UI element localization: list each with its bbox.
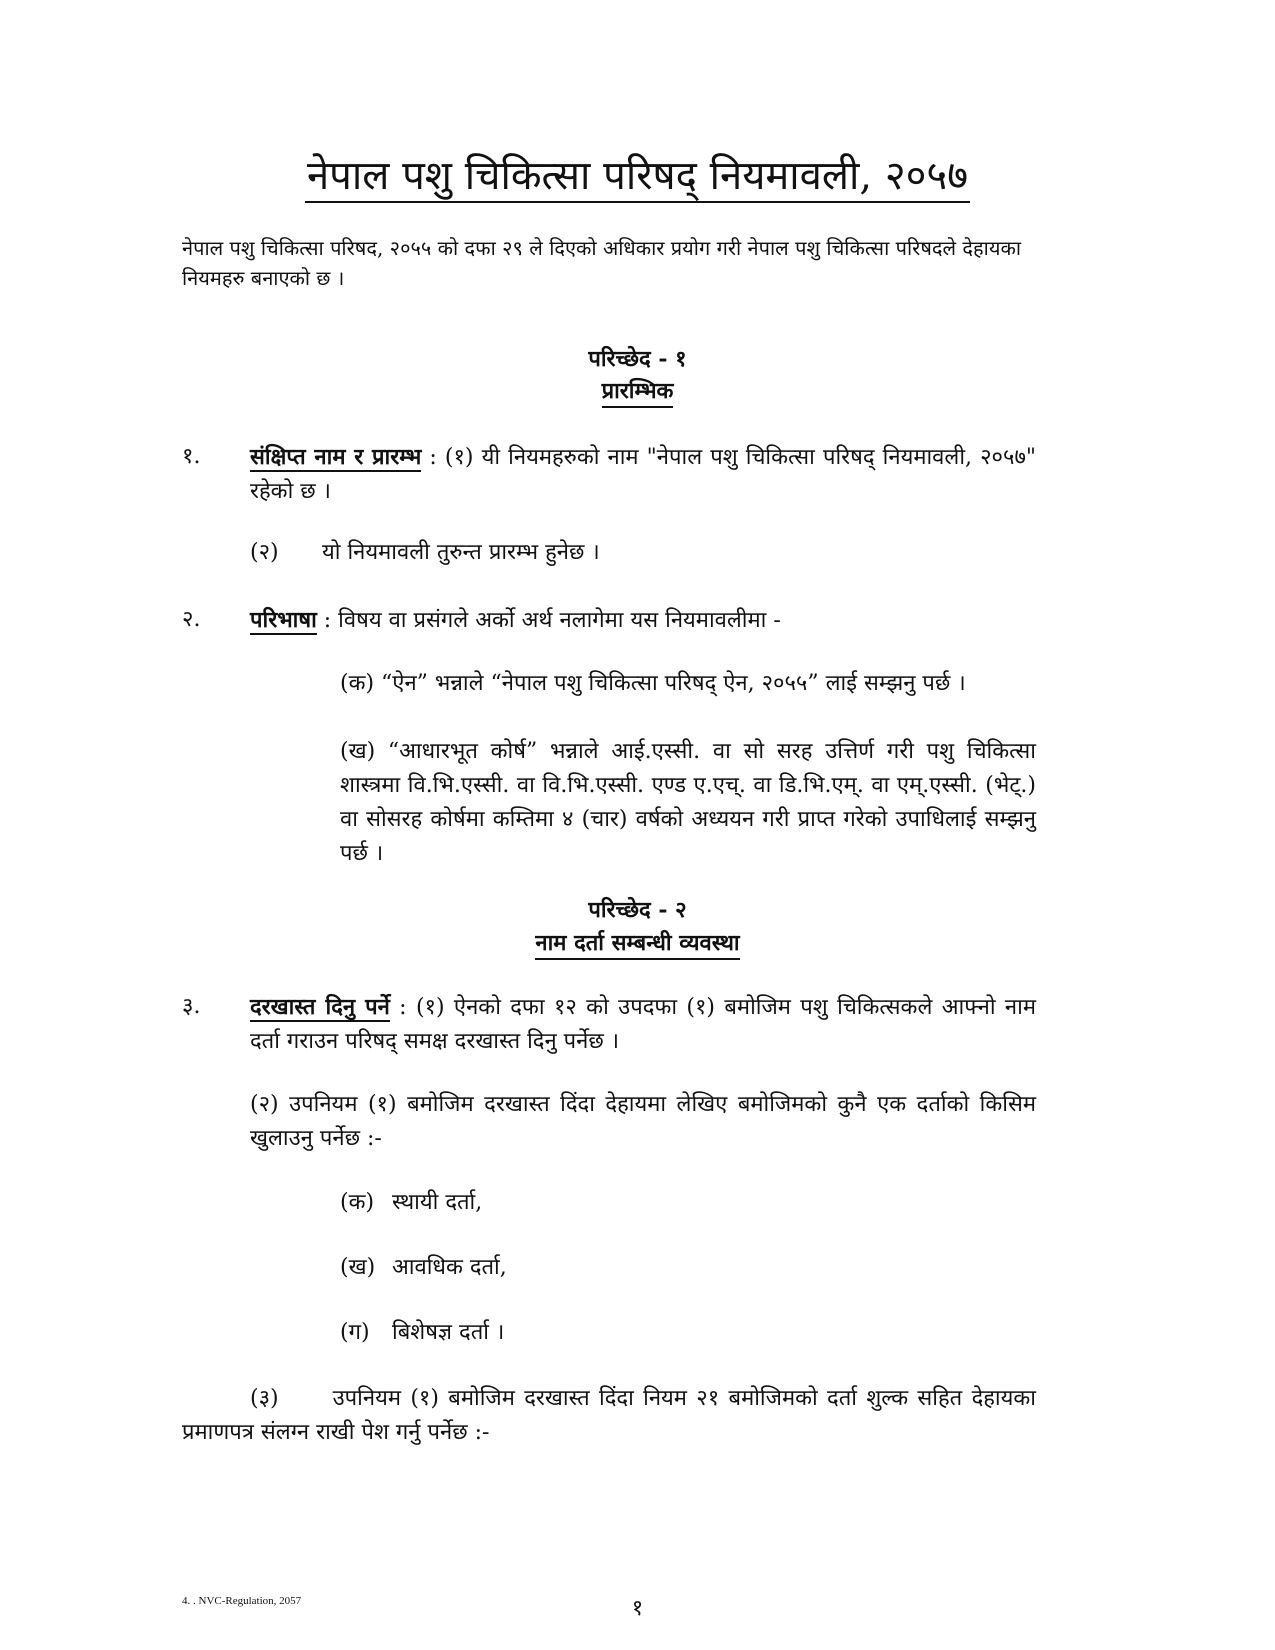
footer-document-reference: 4. . NVC-Regulation, 2057 [182, 1595, 302, 1607]
registration-type-kha-text: आवधिक दर्ता, [392, 1255, 507, 1280]
rule-1-number: १. [182, 444, 201, 469]
rule-1-sub-2-label: (२) [250, 540, 279, 565]
chapter-2-label: परिच्छेद - २ [588, 897, 687, 923]
page-number: १ [631, 1596, 644, 1621]
preamble: नेपाल पशु चिकित्सा परिषद, २०५५ को दफा २९ ले दिएको अधिकार प्रयोग गरी नेपाल पशु चिकित्सा परिषदले देहायका नियमहरु बनाएको छ । [182, 236, 1021, 290]
chapter-1-label: परिच्छेद - १ [588, 346, 687, 372]
rule-3-heading: दरखास्त दिनु पर्ने [250, 994, 390, 1020]
rule-3-sub-2: (२) उपनियम (१) बमोजिम दरखास्त दिंदा देहायमा लेखिए बमोजिमको कुनै एक दर्ताको किसिम खुलाउनु पर्नेछ :- [250, 1092, 1036, 1151]
chapter-1-title [0, 375, 1275, 407]
rule-1-heading: संक्षिप्त नाम र प्रारम्भ [250, 444, 422, 470]
document-title-text: नेपाल पशु चिकित्सा परिषद् नियमावली, २०५७ [305, 153, 970, 203]
registration-type-ka-label: (क) [340, 1190, 375, 1215]
rule-1-paragraph [250, 440, 1036, 509]
rule-2-paragraph [250, 603, 1036, 638]
rule-2-definition-kha: (ख) “आधारभूत कोर्ष” भन्नाले आई.एस्सी. वा सो सरह उत्तिर्ण गरी पशु चिकित्सा शास्त्रमा वि.भि.एस्सी. वा वि.भि.एस्सी. एण्ड ए.एच्. वा डि.भि.एम्. वा एम्.एस्सी. (भेट्.) वा सोसरह कोर्षमा कम्तिमा ४ (चार) वर्षको अध्ययन गरी प्राप्त गरेको उपाधिलाई सम्झनु पर्छ । [340, 739, 1036, 866]
chapter-2-title [0, 927, 1275, 959]
rule-3-sub-3-text: उपनियम (१) बमोजिम दरखास्त दिंदा नियम २१ बमोजिमको दर्ता शुल्क सहित देहायका प्रमाणपत्र संलग्न राखी पेश गर्नु पर्नेछ :- [182, 1386, 1036, 1445]
rule-3-sub-3 [182, 1382, 1036, 1450]
registration-type-ga-label: (ग) [340, 1320, 370, 1345]
document-title [0, 150, 1275, 202]
rule-2-text: : विषय वा प्रसंगले अर्को अर्थ नलागेमा यस नियमावलीमा - [316, 608, 781, 633]
registration-type-ga-text: बिशेषज्ञ दर्ता । [392, 1320, 505, 1345]
chapter-1-title-text: प्रारम्भिक [602, 378, 674, 408]
rule-2-number: २. [182, 607, 201, 632]
chapter-2-title-text: नाम दर्ता सम्बन्धी व्यवस्था [535, 930, 739, 960]
rule-3-number: ३. [182, 994, 201, 1019]
rule-3-sub-3-label: (३) [250, 1386, 279, 1411]
rule-1-sub-2-text: यो नियमावली तुरुन्त प्रारम्भ हुनेछ । [322, 540, 600, 565]
registration-type-kha-label: (ख) [340, 1255, 376, 1280]
rule-2-heading: परिभाषा [250, 607, 317, 633]
rule-2-definition-ka: (क) “ऐन” भन्नाले “नेपाल पशु चिकित्सा परिषद् ऐन, २०५५” लाई सम्झनु पर्छ । [340, 671, 966, 696]
rule-3-paragraph [250, 990, 1036, 1059]
registration-type-ka-text: स्थायी दर्ता, [392, 1190, 483, 1215]
rule-3-text: : (१) ऐनको दफा १२ को उपदफा (१) बमोजिम पशु चिकित्सकले आफ्नो नाम दर्ता गराउन परिषद् समक्ष दरखास्त दिनु पर्नेछ । [250, 995, 1036, 1054]
rule-1-text: : (१) यी नियमहरुको नाम "नेपाल पशु चिकित्सा परिषद् नियमावली, २०५७" रहेको छ । [250, 445, 1036, 504]
